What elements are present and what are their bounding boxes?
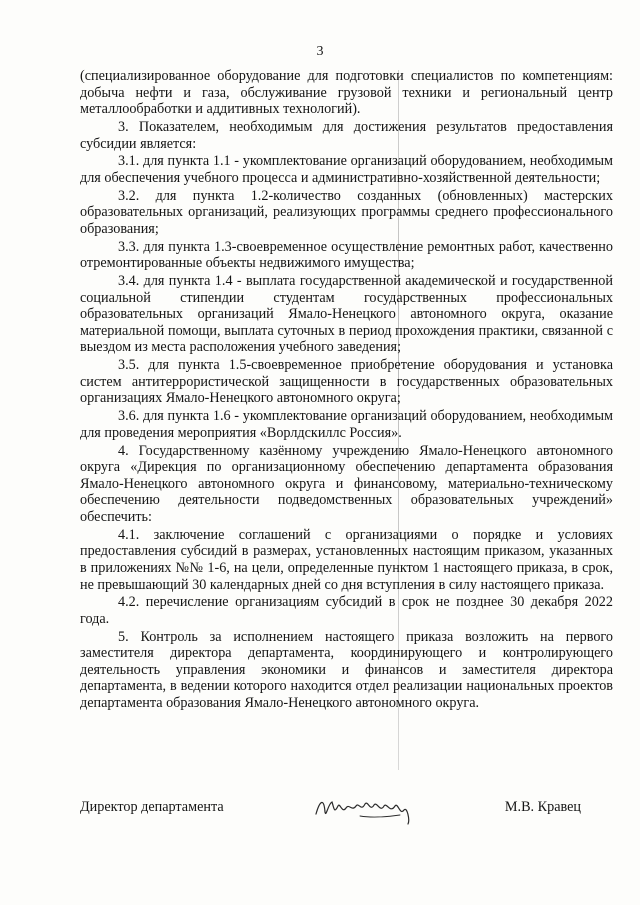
- paragraph-3-3: 3.3. для пункта 1.3-своевременное осуществление ремонтных работ, качественно отремонтированные объекты недвижимого имущества;: [80, 238, 613, 272]
- paragraph-3-6: 3.6. для пункта 1.6 - укомплектование организаций оборудованием, необходимым для проведения мероприятия «Ворлдскиллс Россия».: [80, 408, 613, 441]
- paragraph-4: 4. Государственному казённому учреждению Ямало-Ненецкого автономного округа «Дирекция по организационному обеспечению департамента образования Ямало-Ненецкого автономного округа и финансовому, материально-техническому обеспечению деятельности подведомственных образовательных учреждений» обеспечить:: [80, 442, 613, 525]
- paragraph-3-4: 3.4. для пункта 1.4 - выплата государственной академической и государственной социальной стипендии студентам государственных профессиональных образовательных организаций Ямало-Ненецкого автономного округа, оказание материальной помощи, выплата суточных в период прохождения практики, связанной с выездом из места расположения учебного заведения;: [80, 273, 613, 356]
- paragraph-4-2: 4.2. перечисление организациям субсидий в срок не позднее 30 декабря 2022 года.: [80, 594, 613, 627]
- paragraph-3-5: 3.5. для пункта 1.5-своевременное приобретение оборудования и установка систем антитеррористической защищенности в государственных образовательных организациях Ямало-Ненецкого автономного округа;: [80, 357, 613, 407]
- paragraph-3-1: 3.1. для пункта 1.1 - укомплектование организаций оборудованием, необходимым для обеспечения учебного процесса и административно-хозяйственной деятельности;: [80, 153, 613, 186]
- paragraph-intro-continuation: (специализированное оборудование для подготовки специалистов по компетенциям: добыча нефти и газа, обслуживание грузовой техники и региональный центр металлообработки и аддитивных технологий).: [80, 68, 613, 118]
- paragraph-3: 3. Показателем, необходимым для достижения результатов предоставления субсидии является:: [80, 118, 613, 152]
- paragraph-3-2: 3.2. для пункта 1.2-количество созданных (обновленных) мастерских образовательных организаций, реализующих программы среднего профессионального образования;: [80, 187, 613, 237]
- paragraph-5: 5. Контроль за исполнением настоящего приказа возложить на первого заместителя директора департамента, координирующего и контролирующего деятельность управления экономики и финансов и заместителя директора департамента, в ведении которого находится отдел реализации национальных проектов департамента образования Ямало-Ненецкого автономного округа.: [80, 628, 613, 712]
- signatory-title: Директор департамента: [80, 799, 224, 815]
- page-number: 3: [316, 44, 324, 59]
- signature-block: [80, 790, 613, 826]
- signatory-name: М.В. Кравец: [504, 799, 581, 815]
- paragraph-4-1: 4.1. заключение соглашений с организациями о порядке и условиях предоставления субсидий в размерах, установленных настоящим приказом, указанных в приложениях №№ 1-6, на цели, определенные пунктом 1 настоящего приказа, в срок, не превышающий 30 календарных дней со дня вступления в силу настоящего приказа.: [80, 526, 613, 593]
- handwritten-signature: [312, 790, 422, 826]
- document-body: [80, 68, 613, 713]
